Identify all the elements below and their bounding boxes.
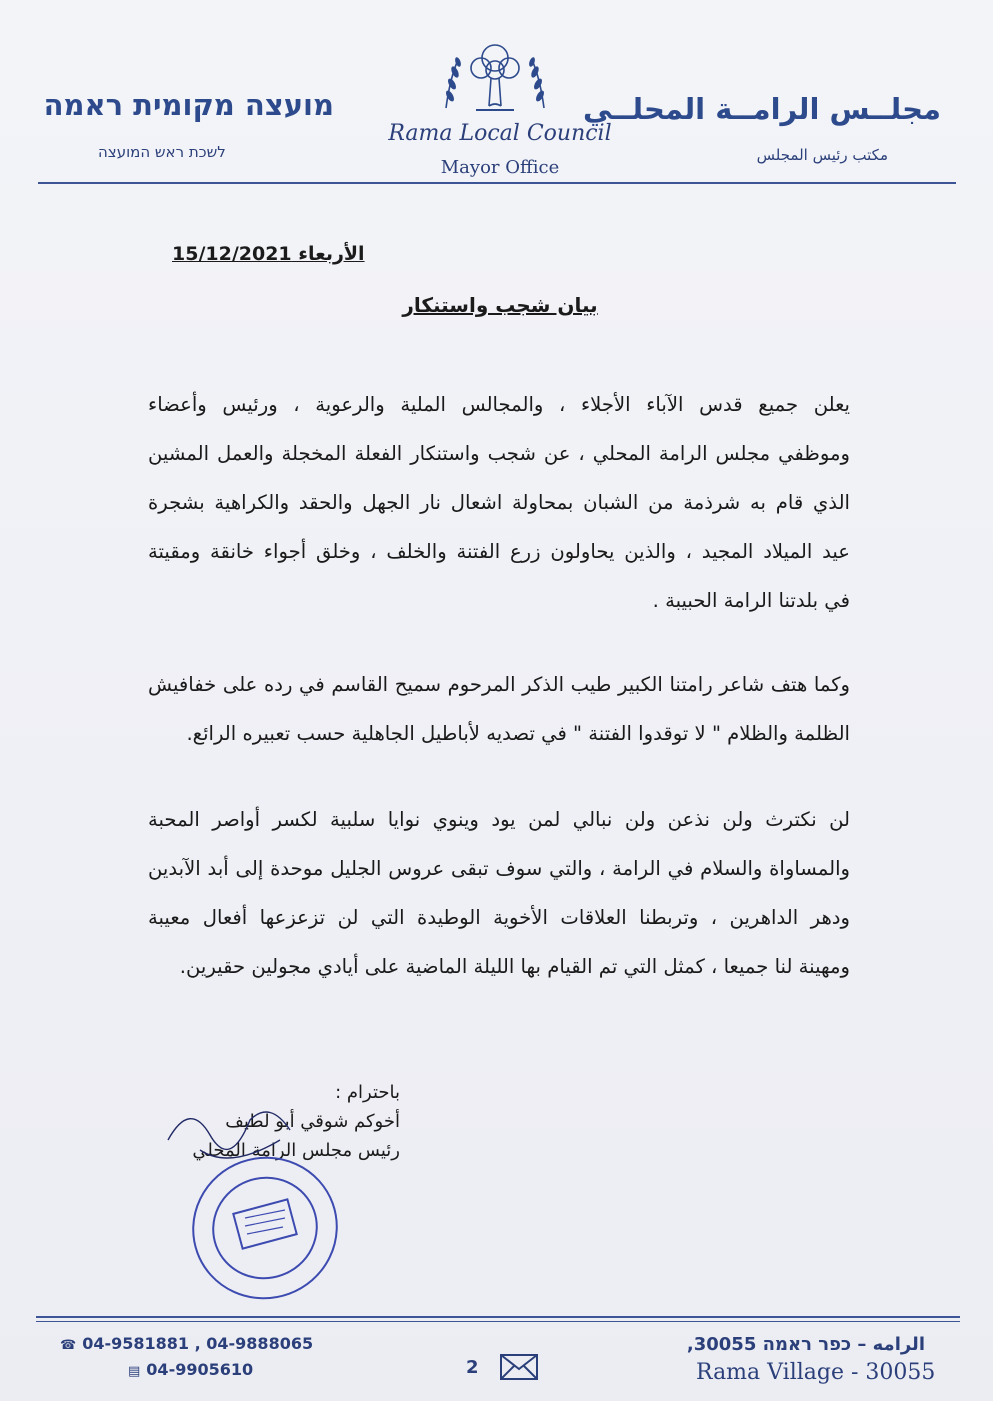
envelope-icon: [500, 1354, 538, 1380]
letter-date: الأربعاء 15/12/2021: [172, 243, 365, 265]
paragraph-line: عيد الميلاد المجيد ، والذين يحاولون زرع الفتنة والخلف ، وخلق أجواء خانقة ومقيتة: [148, 540, 850, 563]
paragraph-line: يعلن جميع قدس الآباء الأجلاء ، والمجالس الملية والرعوية ، ورئيس وأعضاء: [148, 393, 850, 416]
footer-divider-thin: [36, 1321, 960, 1322]
paragraph-2: [148, 660, 850, 758]
arabic-office-subtitle: مكتب رئيس المجلس: [756, 146, 888, 164]
footer-phones: [60, 1334, 313, 1353]
paragraph-line: وكما هتف شاعر رامتنا الكبير طيب الذكر المرحوم سميح القاسم في رده على خفافيش: [148, 673, 850, 696]
council-tree-logo-icon: [436, 38, 554, 120]
footer-address-local: الرامه – כפר ראמה 30055,: [686, 1334, 925, 1355]
hebrew-office-subtitle: לשכת ראש המועצה: [98, 143, 226, 161]
footer-address-english: Rama Village - 30055: [696, 1360, 936, 1385]
council-stamp-icon: [185, 1148, 345, 1306]
hebrew-council-title: מועצה מקומית ראמה: [43, 88, 334, 122]
paragraph-3: [148, 795, 850, 991]
arabic-council-title: مجلــس الرامــة المحلــي: [582, 92, 941, 126]
closing-text: باحترام :: [335, 1082, 400, 1103]
paragraph-line: والمساواة والسلام في الرامة ، والتي سوف تبقى عروس الجليل موحدة إلى أبد الآبدين: [148, 857, 850, 880]
paragraph-line: الظلمة والظلام " لا توقدوا الفتنة " في تصديه لأباطيل الجاهلية حسب تعبيره الرائع.: [186, 722, 850, 745]
signer-name: أخوكم شوقي أبو لطيف: [225, 1111, 400, 1132]
signer-role: رئيس مجلس الرامة المحلي: [192, 1140, 400, 1161]
fax-icon: ▤: [128, 1364, 141, 1379]
phone-icon: ☎: [60, 1338, 77, 1353]
letter-title: بيان شجب واستنكار: [402, 293, 598, 317]
footer-divider: [36, 1316, 960, 1318]
footer-fax: [128, 1360, 253, 1379]
paragraph-line: الذي قام به شرذمة من الشبان بمحاولة اشعال نار الجهل والحقد والكراهية بشجرة: [148, 491, 850, 514]
english-office-subtitle: Mayor Office: [440, 157, 560, 178]
english-council-title: Rama Local Council: [388, 121, 612, 146]
paragraph-line: وموظفي مجلس الرامة المحلي ، عن شجب واستنكار الفعلة المخجلة والعمل المشين: [148, 442, 850, 465]
paragraph-line: لن نكترث ولن نذعن ولن نبالي لمن يود وينوي نوايا سلبية لكسر أواصر المحبة: [148, 808, 850, 831]
fax-number: 04-9905610: [146, 1360, 254, 1379]
phone-numbers: 04-9581881 , 04-9888065: [82, 1334, 314, 1353]
paragraph-line: في بلدتنا الرامة الحبيبة .: [652, 589, 850, 612]
paragraph-line: ومهينة لنا جميعا ، كمثل التي تم القيام بها الليلة الماضية على أيادي مجولين حقيرين.: [179, 955, 850, 978]
paragraph-line: ودهر الداهرين ، وتربطنا العلاقات الأخوية الوطيدة التي لن تزعزعها أفعال معيبة: [148, 906, 850, 929]
page-number: 2: [466, 1357, 479, 1378]
header-divider: [38, 182, 956, 184]
paragraph-1: [148, 380, 850, 625]
